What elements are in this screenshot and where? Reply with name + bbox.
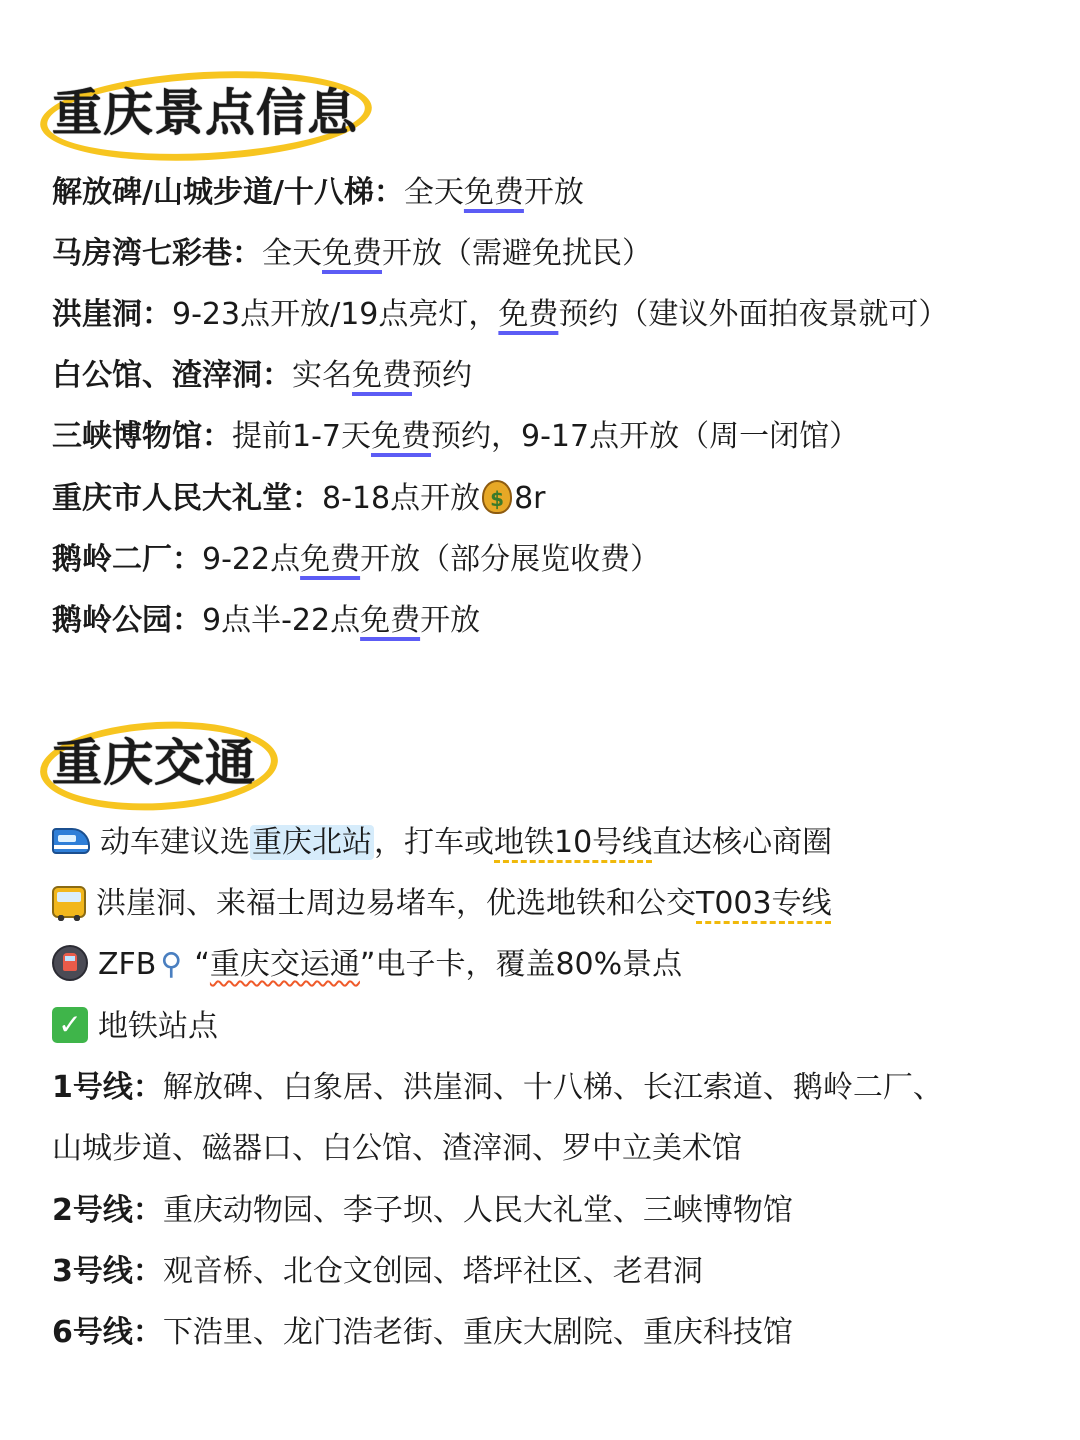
station-highlight: 重庆北站 [252, 825, 372, 860]
train-icon [52, 828, 90, 854]
attraction-text: 全天 [262, 236, 322, 271]
metro-line-stations: 观音桥、北仓文创园、塔坪社区、老君洞 [162, 1254, 703, 1289]
tip-text: ZFB [98, 947, 157, 982]
metro-line-row [52, 1310, 793, 1356]
metro-line-stations: 重庆动物园、李子坝、人民大礼堂、三峡博物馆 [162, 1193, 793, 1228]
attraction-text: 开放（部分展览收费） [360, 542, 661, 577]
attraction-text: 9点半-22点 [202, 603, 361, 638]
tip-text: “ [194, 947, 210, 982]
attraction-text: 开放 [420, 603, 481, 638]
metro-line-label: 2号线： [52, 1193, 163, 1228]
attraction-text: 8-18点开放 [322, 481, 481, 516]
metro-line-label: 3号线： [52, 1254, 163, 1289]
attraction-text: 提前1-7天 [232, 419, 371, 454]
section2-title: 重庆交通 [52, 734, 256, 792]
attraction-label: 鹅岭二厂： [52, 542, 202, 577]
attraction-label: 三峡博物馆： [52, 419, 232, 454]
card-name-highlight: 重庆交运通 [209, 947, 360, 982]
metro-line-stations: 山城步道、磁器口、白公馆、渣滓洞、罗中立美术馆 [52, 1131, 742, 1166]
tip-text: ，打车或 [374, 825, 494, 860]
free-highlight: 免费 [352, 358, 412, 393]
transport-tip [52, 881, 832, 927]
metro-icon [52, 945, 88, 981]
free-highlight: 免费 [498, 297, 559, 332]
attraction-label: 解放碑/山城步道/十八梯： [52, 175, 404, 210]
attraction-label: 重庆市人民大礼堂： [52, 481, 322, 516]
money-bag-icon: $ [482, 480, 512, 514]
metro-line-stations: 解放碑、白象居、洪崖洞、十八梯、长江索道、鹅岭二厂、 [162, 1070, 943, 1105]
metro-line-stations: 下浩里、龙门浩老街、重庆大剧院、重庆科技馆 [162, 1315, 793, 1350]
attraction-line [52, 414, 859, 460]
bus-line-highlight: T003专线 [696, 886, 832, 921]
stations-heading [52, 1004, 218, 1050]
metro-line-row [52, 1249, 703, 1295]
attraction-line [52, 170, 584, 216]
free-highlight: 免费 [371, 419, 431, 454]
attraction-line [52, 476, 546, 522]
attraction-text: 预约（建议外面拍夜景就可） [558, 297, 949, 332]
attraction-line [52, 292, 948, 338]
stations-heading-text: 地铁站点 [98, 1009, 218, 1044]
attraction-text: 9-22点 [202, 542, 301, 577]
tip-text: 洪崖洞、来福士周边易堵车，优选地铁和公交 [96, 886, 696, 921]
metro-line-label: 6号线： [52, 1315, 163, 1350]
attraction-line [52, 537, 660, 583]
attraction-line [52, 231, 652, 277]
attraction-text: 全天 [403, 175, 464, 210]
tip-text: 动车建议选 [100, 825, 250, 860]
attraction-label: 洪崖洞： [52, 297, 172, 332]
tip-text: 直达核心商圈 [652, 825, 833, 860]
attraction-text: 预约 [412, 358, 472, 393]
attraction-text: 9-23点开放/19点亮灯， [172, 297, 499, 332]
section1-title: 重庆景点信息 [52, 84, 358, 142]
search-icon: ⚲ [160, 947, 183, 982]
free-highlight: 免费 [463, 175, 524, 210]
metro-line-row [52, 1188, 793, 1234]
attraction-line [52, 598, 480, 644]
attraction-line [52, 353, 472, 399]
attraction-label: 鹅岭公园： [52, 603, 202, 638]
attraction-text: 开放（需避免扰民） [382, 236, 652, 271]
metro-line-highlight: 地铁10号线 [494, 825, 653, 860]
attraction-text: 实名 [292, 358, 352, 393]
attraction-text: 8r [514, 481, 546, 516]
attraction-label: 马房湾七彩巷： [52, 236, 262, 271]
bus-icon [52, 886, 86, 918]
attraction-label: 白公馆、渣滓洞： [52, 358, 292, 393]
metro-line-row-continued [52, 1126, 742, 1172]
check-icon: ✓ [52, 1007, 88, 1043]
metro-line-label: 1号线： [52, 1070, 163, 1105]
attraction-text: 开放 [523, 175, 584, 210]
free-highlight: 免费 [322, 236, 382, 271]
tip-text: ”电子卡，覆盖80%景点 [359, 947, 683, 982]
metro-line-row [52, 1065, 943, 1111]
transport-tip [52, 942, 682, 988]
free-highlight: 免费 [300, 542, 361, 577]
transport-tip [52, 820, 832, 866]
free-highlight: 免费 [360, 603, 421, 638]
attraction-text: 预约，9-17点开放（周一闭馆） [431, 419, 860, 454]
